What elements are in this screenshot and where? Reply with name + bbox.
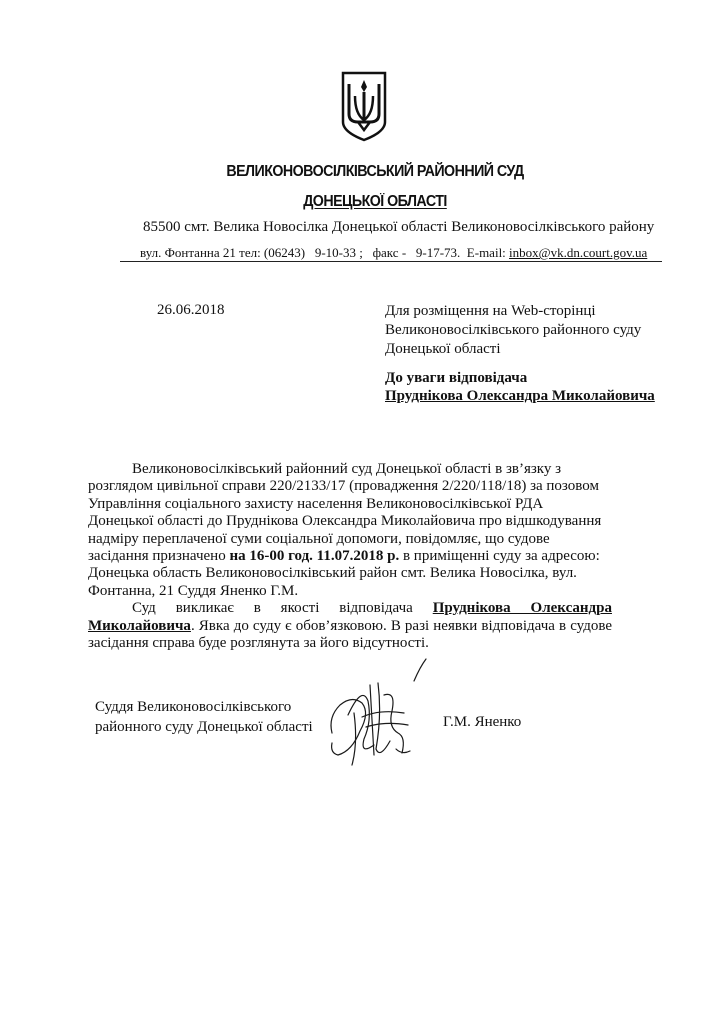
paragraph-text: в приміщенні суду за адресою: Донецька область Великоновосілківський район смт. Велика Новосілка, вул. Фонтанна, 21 Суддя Яненко Г.М.	[88, 548, 600, 599]
signer-title	[95, 697, 313, 737]
hearing-time: на 16-00 год. 11.07.2018 р.	[229, 548, 400, 565]
court-contacts	[140, 245, 647, 261]
paragraph-text: . Явка до суду є обов’язковою. В разі неявки відповідача в судове засідання справа буде розглянута за його відсутності.	[88, 617, 612, 652]
judge-name: Г.М. Яненко	[443, 714, 522, 730]
recipient-line: Донецької області	[385, 341, 501, 357]
header-divider	[120, 261, 662, 262]
trident-emblem-icon	[340, 70, 388, 142]
signer-title-line: Суддя Великоновосілківського	[95, 699, 292, 715]
contact-phone-fax: вул. Фонтанна 21 тел: (06243) 9-10-33 ; факс - 9-17-73. E-mail:	[140, 245, 510, 260]
paragraph-text: Суд викликає в якості відповідача	[132, 600, 433, 617]
email-link[interactable]: inbox@vk.dn.court.gov.ua	[509, 245, 648, 260]
notice-paragraph	[88, 461, 612, 600]
recipient-line: Для розміщення на Web-сторінці	[385, 303, 596, 319]
court-name-line2: ДОНЕЦЬКОЇ ОБЛАСТІ	[303, 193, 447, 210]
summons-paragraph	[88, 600, 612, 652]
handwritten-signature-icon	[318, 655, 443, 780]
paragraph-text: Великоновосілківський районний суд Донецької області в зв’язку з розглядом цивільної справи 220/2133/17 (провадження 2/220/118/18) за позовом Управління соціального захисту населення Великоновосілківської РДА Донецької області до Пруднікова Олександра Миколайовича про відшкодування надміру переплаченої суми соціальної допомоги, повідомляє, що судове засідання призначено	[88, 461, 602, 565]
court-address: 85500 смт. Велика Новосілка Донецької області Великоновосілківського району	[143, 219, 655, 235]
recipient-line: Великоновосілківського районного суду	[385, 322, 642, 338]
document-date: 26.06.2018	[157, 302, 225, 318]
defendant-name-inline: Пруднікова Олександра Миколайовича	[88, 600, 612, 634]
notice-body	[88, 461, 612, 652]
court-name-line1: ВЕЛИКОНОВОСІЛКІВСЬКИЙ РАЙОННИЙ СУД	[226, 163, 524, 180]
signer-title-line: районного суду Донецької області	[95, 719, 313, 735]
defendant-name: Пруднікова Олександра Миколайовича	[385, 388, 655, 404]
recipient-block	[385, 302, 641, 359]
attention-block	[385, 369, 655, 405]
attention-label: До уваги відповідача	[385, 370, 528, 386]
